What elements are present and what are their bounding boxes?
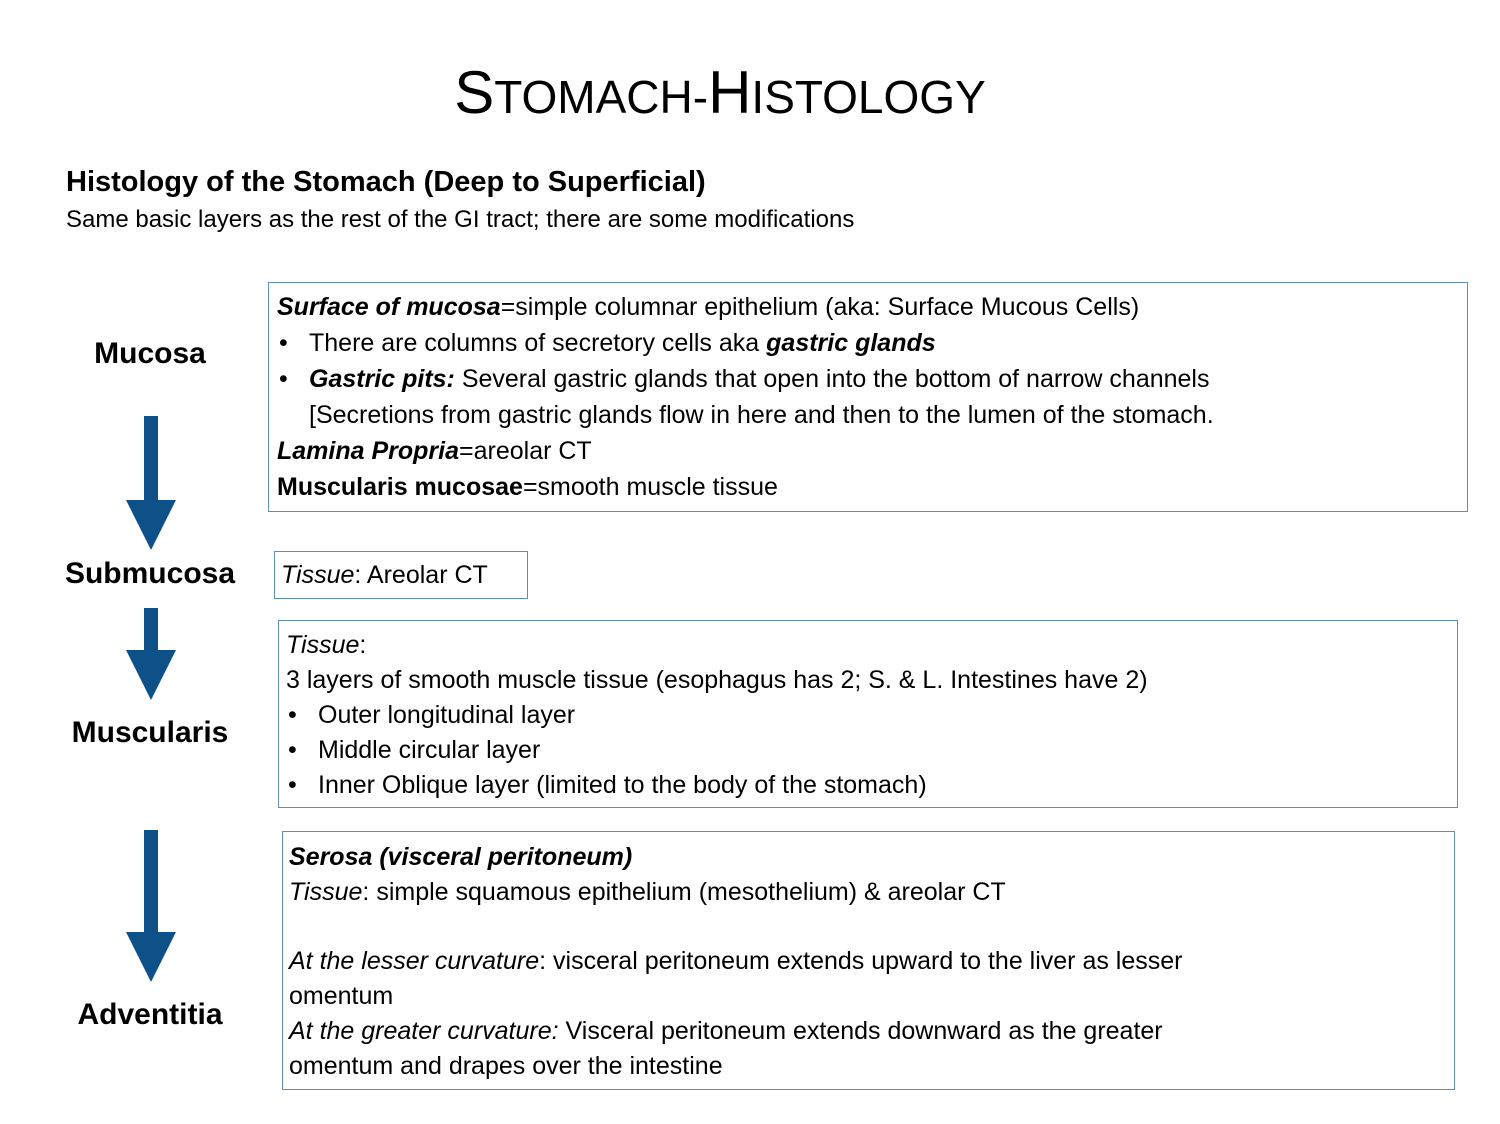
section-heading: Histology of the Stomach (Deep to Superficial) — [66, 166, 706, 198]
serosa-title: Serosa (visceral peritoneum) — [289, 843, 633, 871]
middle-circular-item: • Middle circular layer — [288, 736, 541, 764]
mucosa-box — [268, 282, 1468, 512]
inner-oblique-item: • Inner Oblique layer (limited to the body of the stomach) — [288, 771, 927, 799]
surface-of-mucosa-line: Surface of mucosa=simple columnar epithelium (aka: Surface Mucous Cells) — [277, 293, 1140, 321]
layer-label-adventitia: Adventitia — [77, 998, 223, 1031]
muscularis-box — [278, 620, 1458, 808]
layer-label-muscularis: Muscularis — [71, 716, 229, 749]
submucosa-box — [274, 551, 528, 599]
adventitia-box — [282, 831, 1455, 1090]
arrow-down-icon — [126, 608, 176, 700]
serosa-tissue-line: Tissue: simple squamous epithelium (mesothelium) & areolar CT — [289, 878, 1006, 906]
page-title: STOMACH-HISTOLOGY — [454, 59, 986, 126]
lesser-curvature-continuation: omentum — [289, 982, 394, 1010]
section-subheading: Same basic layers as the rest of the GI tract; there are some modifications — [66, 206, 855, 233]
lesser-curvature-line: At the lesser curvature: visceral peritoneum extends upward to the liver as lesser — [289, 947, 1183, 975]
outer-longitudinal-item: • Outer longitudinal layer — [288, 701, 576, 729]
lamina-propria-line: Lamina Propria=areolar CT — [277, 437, 592, 465]
greater-curvature-line: At the greater curvature: Visceral peritoneum extends downward as the greater — [289, 1017, 1163, 1045]
arrow-down-icon — [126, 830, 176, 982]
gastric-pits-bullet: • Gastric pits: Several gastric glands that open into the bottom of narrow channels — [279, 365, 1210, 393]
gastric-glands-bullet: • There are columns of secretory cells aka gastric glands — [279, 329, 936, 357]
arrow-down-icon — [126, 416, 176, 550]
layer-label-mucosa: Mucosa — [94, 337, 206, 370]
greater-curvature-continuation: omentum and drapes over the intestine — [289, 1052, 723, 1080]
muscularis-mucosae-line: Muscularis mucosae=smooth muscle tissue — [277, 473, 778, 501]
submucosa-tissue-line: Tissue: Areolar CT — [281, 561, 488, 589]
muscularis-tissue-line: Tissue: — [286, 631, 367, 659]
gastric-pits-continuation: [Secretions from gastric glands flow in here and then to the lumen of the stomach. — [309, 401, 1214, 429]
layer-label-submucosa: Submucosa — [64, 557, 236, 590]
muscularis-layers-line: 3 layers of smooth muscle tissue (esophagus has 2; S. & L. Intestines have 2) — [286, 666, 1148, 694]
